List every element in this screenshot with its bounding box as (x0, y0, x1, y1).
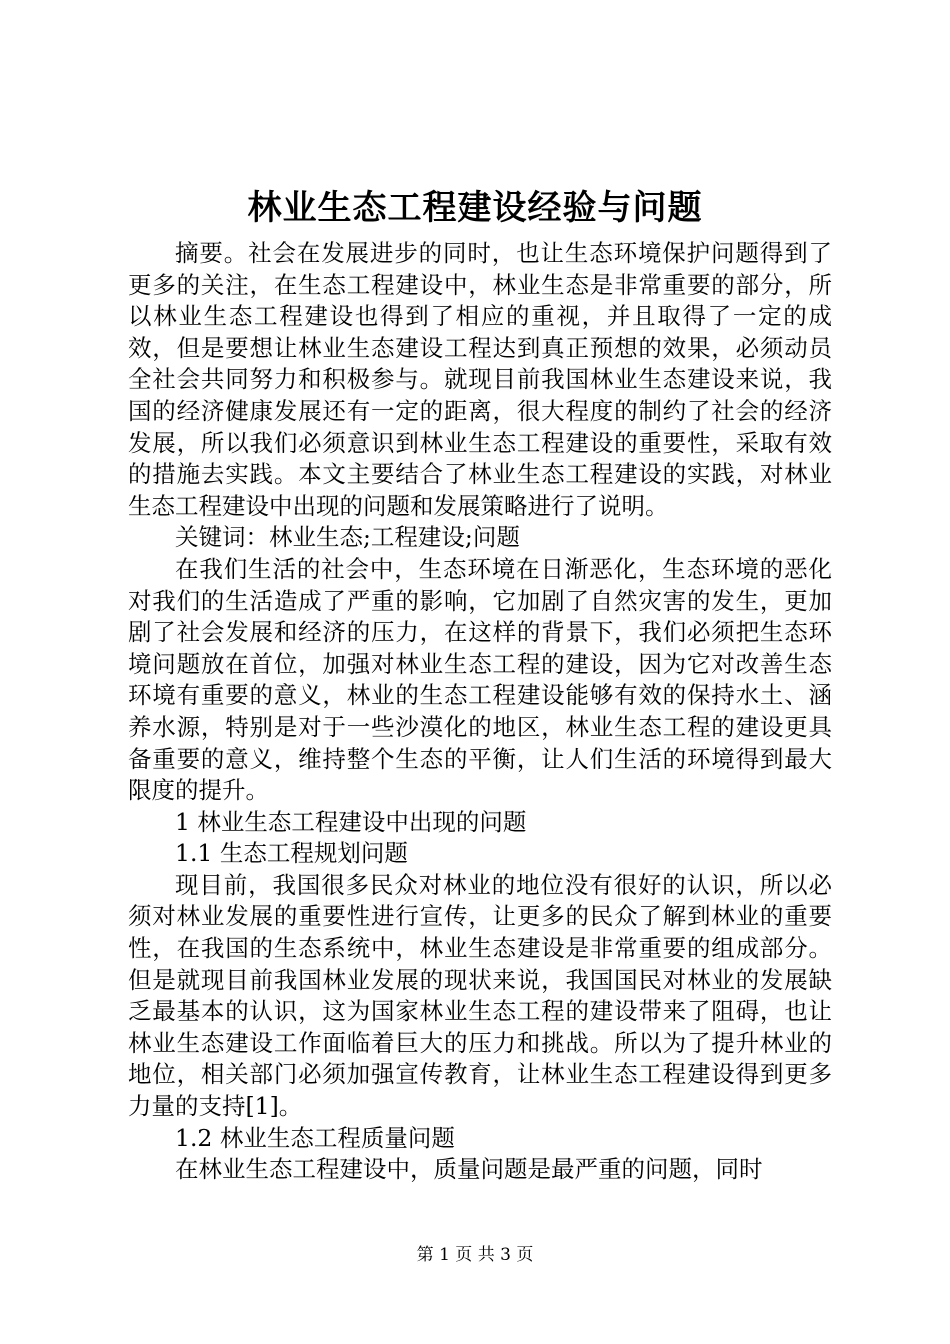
intro-paragraph: 在我们生活的社会中，生态环境在日渐恶化，生态环境的恶化对我们的生活造成了严重的影响，它加剧了自然灾害的发生，更加剧了社会发展和经济的压力，在这样的背景下，我们必须把生态环境问题放在首位，加强对林业生态工程的建设，因为它对改善生态环境有重要的意义，林业的生态工程建设能够有效的保持水土、涵养水源，特别是对于一些沙漠化的地区，林业生态工程的建设更具备重要的意义，维持整个生态的平衡，让人们生活的环境得到最大限度的提升。 (128, 554, 832, 805)
body-paragraph: 现目前，我国很多民众对林业的地位没有很好的认识，所以必须对林业发展的重要性进行宣传，让更多的民众了解到林业的重要性，在我国的生态系统中，林业生态建设是非常重要的组成部分。但是就现目前我国林业发展的现状来说，我国国民对林业的发展缺乏最基本的认识，这为国家林业生态工程的建设带来了阻碍，也让林业生态建设工作面临着巨大的压力和挑战。所以为了提升林业的地位，相关部门必须加强宣传教育，让林业生态工程建设得到更多力量的支持[1]。 (128, 870, 832, 1121)
subsection-heading-1-2: 1.2 林业生态工程质量问题 (175, 1123, 455, 1152)
page-number-footer: 第 1 页 共 3 页 (416, 1245, 534, 1265)
document-body (128, 238, 832, 1186)
subsection-heading-1-1: 1.1 生态工程规划问题 (175, 839, 408, 868)
keywords-paragraph: 关键词：林业生态;工程建设;问题 (175, 523, 520, 552)
section-heading-1: 1 林业生态工程建设中出现的问题 (175, 807, 527, 836)
body-paragraph: 在林业生态工程建设中，质量问题是最严重的问题，同时 (175, 1155, 763, 1184)
abstract-paragraph: 摘要。社会在发展进步的同时，也让生态环境保护问题得到了更多的关注，在生态工程建设中，林业生态是非常重要的部分，所以林业生态工程建设也得到了相应的重视，并且取得了一定的成效，但是要想让林业生态建设工程达到真正预想的效果，必须动员全社会共同努力和积极参与。就现目前我国林业生态建设来说，我国的经济健康发展还有一定的距离，很大程度的制约了社会的经济发展，所以我们必须意识到林业生态工程建设的重要性，采取有效的措施去实践。本文主要结合了林业生态工程建设的实践，对林业生态工程建设中出现的问题和发展策略进行了说明。 (128, 239, 832, 520)
document-title: 林业生态工程建设经验与问题 (247, 188, 703, 228)
